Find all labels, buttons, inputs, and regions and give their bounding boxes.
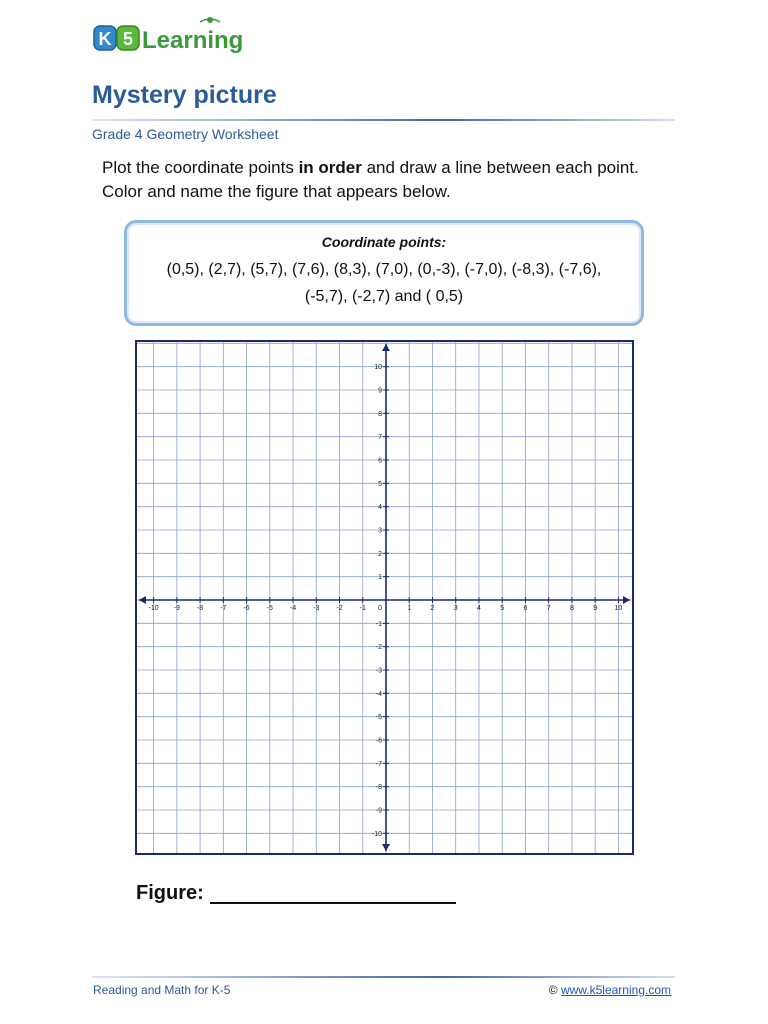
y-tick-label: 8 xyxy=(378,410,382,418)
y-tick-label: -8 xyxy=(375,784,382,792)
footer-website-link[interactable]: www.k5learning.com xyxy=(560,983,671,997)
y-tick-label: 10 xyxy=(374,364,382,372)
x-tick-label: -9 xyxy=(173,605,180,612)
x-tick-label: -5 xyxy=(266,605,273,612)
x-tick-label: -2 xyxy=(336,605,343,612)
x-tick-label: -4 xyxy=(289,605,297,612)
y-tick-label: -10 xyxy=(371,830,382,838)
x-tick-label: 10 xyxy=(614,605,623,612)
x-tick-label: 5 xyxy=(500,605,505,612)
instructions xyxy=(102,156,702,204)
page-title: Mystery picture xyxy=(92,81,277,109)
x-tick-label: -3 xyxy=(313,605,320,612)
y-tick-label: 2 xyxy=(378,550,382,558)
y-tick-label: -1 xyxy=(375,620,382,628)
y-tick-label: 3 xyxy=(378,527,382,535)
x-tick-label: 4 xyxy=(477,605,481,612)
y-tick-label: -4 xyxy=(375,690,382,698)
y-tick-label: 7 xyxy=(378,434,382,442)
logo-wordmark: Learning xyxy=(142,27,244,54)
x-tick-label: 6 xyxy=(523,605,528,612)
instructions-text-before: Plot the coordinate points xyxy=(102,158,299,177)
y-tick-label: -9 xyxy=(375,807,382,815)
footer-copyright xyxy=(549,983,671,997)
coordinate-points-box xyxy=(124,220,644,326)
y-tick-label: 4 xyxy=(378,504,382,512)
grid-border xyxy=(136,341,633,854)
figure-answer-line[interactable] xyxy=(210,902,456,904)
x-tick-label: 0 xyxy=(378,605,382,612)
y-tick-label: -2 xyxy=(375,644,382,652)
copyright-symbol: © xyxy=(548,983,558,997)
logo-figure-icon xyxy=(207,17,213,23)
instructions-line-1 xyxy=(102,156,702,180)
header-divider xyxy=(92,119,675,121)
figure-label: Figure: xyxy=(136,882,204,904)
y-tick-label: -3 xyxy=(375,667,382,675)
y-tick-label: -6 xyxy=(375,737,382,745)
y-tick-label: -5 xyxy=(375,714,382,722)
coordinate-points-heading: Coordinate points: xyxy=(321,234,447,250)
x-tick-label: 2 xyxy=(430,605,435,612)
x-tick-label: 3 xyxy=(453,605,458,612)
instructions-emphasis: in order xyxy=(298,158,362,177)
k5-learning-logo xyxy=(92,14,262,64)
logo-k: K xyxy=(98,29,112,49)
y-tick-label: 5 xyxy=(378,480,382,488)
instructions-line-2: Color and name the figure that appears below. xyxy=(102,182,451,201)
x-tick-label: -8 xyxy=(196,605,204,612)
logo-5: 5 xyxy=(122,29,134,49)
x-tick-label: -7 xyxy=(220,605,227,612)
x-tick-label: 9 xyxy=(593,605,598,612)
x-tick-label: -10 xyxy=(148,605,159,612)
x-tick-label: -1 xyxy=(359,605,366,612)
x-tick-label: 7 xyxy=(546,605,551,612)
y-tick-label: 1 xyxy=(378,574,382,582)
coordinate-grid xyxy=(135,340,634,855)
page-subtitle: Grade 4 Geometry Worksheet xyxy=(92,126,279,142)
y-tick-label: 6 xyxy=(378,457,382,465)
coordinate-points-list: (0,5), (2,7), (5,7), (7,6), (8,3), (7,0), (0,-3), (-7,0), (-8,3), (-7,6), (-5,7), (-2,7) and ( 0,5) xyxy=(166,261,602,305)
footer-tagline: Reading and Math for K-5 xyxy=(93,983,231,997)
y-tick-label: 9 xyxy=(378,387,382,395)
footer-divider xyxy=(92,976,675,978)
x-tick-label: 1 xyxy=(407,605,412,612)
x-tick-label: -6 xyxy=(243,605,250,612)
instructions-text-after: and draw a line between each point. xyxy=(361,158,639,177)
x-tick-label: 8 xyxy=(569,605,574,612)
y-tick-label: -7 xyxy=(375,760,382,768)
